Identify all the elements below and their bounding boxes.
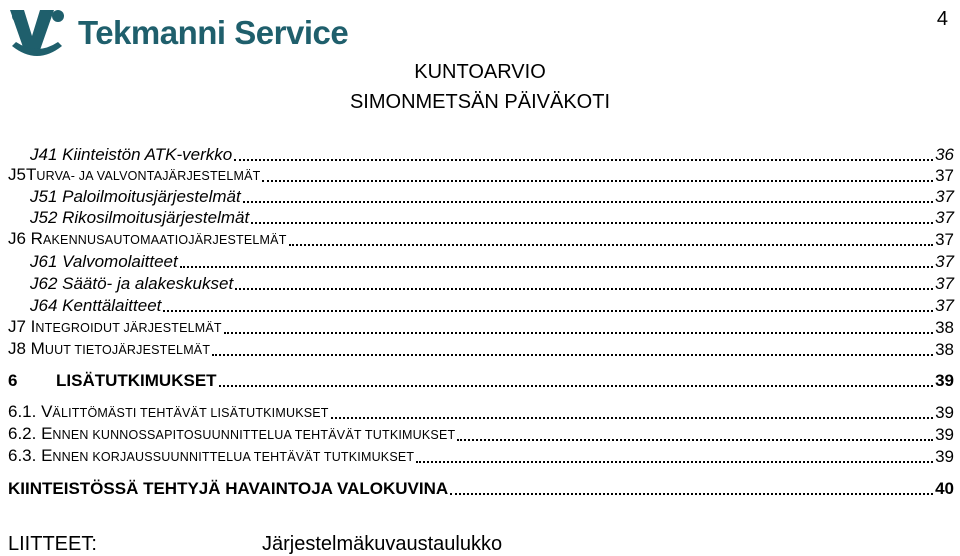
toc-entry[interactable]: 6.1. VÄLITTÖMÄSTI TEHTÄVÄT LISÄTUTKIMUKSET 39 [8,402,954,422]
toc-entry[interactable]: J64 Kenttälaitteet 37 [30,296,954,315]
toc-entry[interactable]: 6.2. ENNEN KUNNOSSAPITOSUUNNITTELUA TEHTÄVÄT TUTKIMUKSET 39 [8,424,954,444]
attachments-label: LIITTEET: [8,533,97,555]
page-number: 4 [936,8,948,30]
tekmanni-logo-icon [6,6,68,60]
toc-entry[interactable]: J6 RAKENNUSAUTOMAATIOJÄRJESTELMÄT 37 [8,229,954,249]
toc-entry[interactable]: J5TURVA- JA VALVONTAJÄRJESTELMÄT 37 [8,165,954,185]
document-subtitle: SIMONMETSÄN PÄIVÄKOTI [349,91,611,113]
toc-entry[interactable]: J62 Säätö- ja alakeskukset 37 [30,274,954,293]
toc-entry[interactable]: J41 Kiinteistön ATK-verkko 36 [30,145,954,164]
logo-text: Tekmanni Service [78,14,349,51]
toc-chapter[interactable]: KIINTEISTÖSSÄ TEHTYJÄ HAVAINTOJA VALOKUVINA 40 [8,479,954,498]
toc-chapter[interactable]: 6 LISÄTUTKIMUKSET 39 [8,371,954,390]
attachments-value: Järjestelmäkuvaustaulukko [262,533,503,555]
toc-entry[interactable]: J7 INTEGROIDUT JÄRJESTELMÄT 38 [8,317,954,337]
document-title: KUNTOARVIO [414,61,546,83]
toc-entry[interactable]: J61 Valvomolaitteet 37 [30,252,954,271]
toc-entry[interactable]: J51 Paloilmoitusjärjestelmät 37 [30,187,954,206]
company-logo [6,4,348,62]
toc-entry[interactable]: 6.3. ENNEN KORJAUSSUUNNITTELUA TEHTÄVÄT TUTKIMUKSET 39 [8,446,954,466]
toc-entry[interactable]: J8 MUUT TIETOJÄRJESTELMÄT 38 [8,339,954,359]
toc-entry[interactable]: J52 Rikosilmoitusjärjestelmät 37 [30,208,954,227]
